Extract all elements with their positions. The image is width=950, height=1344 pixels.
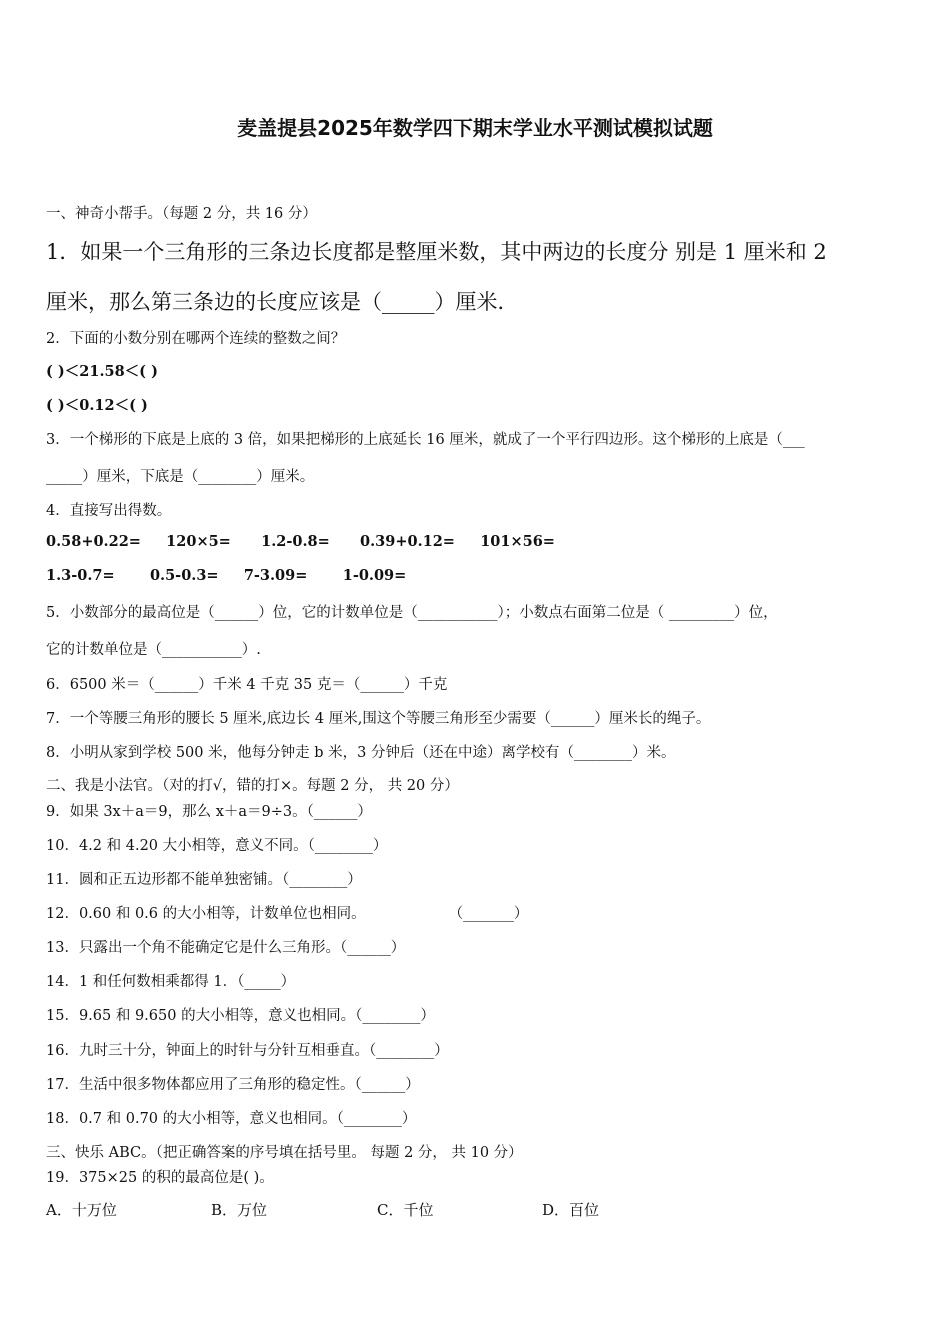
question-5-line-1: 5．小数部分的最高位是（______）位，它的计数单位是（___________）；小数点右面第二位是（ _________）位， [46, 605, 778, 621]
question-7: 7．一个等腰三角形的腰长 5 厘米,底边长 4 厘米,围这个等腰三角形至少需要（______）厘米长的绳子。 [46, 711, 711, 727]
question-18: 18．0.7 和 0.70 的大小相等，意义也相同。（________） [46, 1111, 417, 1127]
question-4: 4．直接写出得数。 [46, 503, 172, 519]
question-17: 17．生活中很多物体都应用了三角形的稳定性。（______） [46, 1077, 420, 1093]
question-11: 11．圆和正五边形都不能单独密铺。（________） [46, 872, 362, 888]
question-6: 6．6500 米＝（______）千米 4 千克 35 克＝（______）千克 [46, 677, 448, 693]
question-4-row-2: 1.3-0.7= 0.5-0.3= 7-3.09= 1-0.09= [46, 567, 407, 584]
question-2: 2．下面的小数分别在哪两个连续的整数之间？ [46, 331, 346, 347]
question-3-line-1: 3．一个梯形的下底是上底的 3 倍，如果把梯形的上底延长 16 厘米，就成了一个平行四边形。这个梯形的上底是（___ [46, 432, 805, 448]
question-19-option-a: A．十万位 [46, 1201, 117, 1219]
question-2-item-b: ( )＜0.12＜( ) [46, 397, 148, 414]
question-1-line-1: 1．如果一个三角形的三条边长度都是整厘米数，其中两边的长度分 别是 1 厘米和 2 [46, 240, 827, 264]
question-12: 12．0.60 和 0.6 的大小相等，计数单位也相同。 （_______） [46, 906, 529, 922]
question-8: 8．小明从家到学校 500 米，他每分钟走 b 米，3 分钟后（还在中途）离学校有（________）米。 [46, 745, 676, 761]
question-19-option-b: B．万位 [211, 1201, 268, 1219]
page-title: 麦盖提县2025年数学四下期末学业水平测试模拟试题 [237, 116, 713, 140]
section-1-heading: 一、神奇小帮手。（每题 2 分，共 16 分） [46, 206, 317, 222]
section-2-heading: 二、我是小法官。（对的打√，错的打×。每题 2 分， 共 20 分） [46, 778, 459, 794]
question-15: 15．9.65 和 9.650 的大小相等，意义也相同。（________） [46, 1008, 435, 1024]
section-3-heading: 三、快乐 ABC。（把正确答案的序号填在括号里。 每题 2 分， 共 10 分） [46, 1145, 523, 1161]
question-1-line-2: 厘米，那么第三条边的长度应该是（_____）厘米． [46, 290, 519, 314]
question-9: 9．如果 3x＋a＝9，那么 x＋a＝9÷3。（______） [46, 804, 372, 820]
question-4-row-1: 0.58+0.22= 120×5= 1.2-0.8= 0.39+0.12= 101×56= [46, 533, 555, 550]
question-14: 14．1 和任何数相乘都得 1．（_____） [46, 974, 296, 990]
question-2-item-a: ( )＜21.58＜( ) [46, 363, 158, 380]
question-13: 13．只露出一个角不能确定它是什么三角形。（______） [46, 940, 406, 956]
question-3-line-2: _____）厘米，下底是（________）厘米。 [46, 469, 315, 485]
question-19: 19．375×25 的积的最高位是( )。 [46, 1170, 274, 1186]
question-16: 16．九时三十分，钟面上的时针与分针互相垂直。（________） [46, 1043, 449, 1059]
question-19-option-c: C．千位 [377, 1201, 434, 1219]
question-10: 10．4.2 和 4.20 大小相等，意义不同。（________） [46, 838, 388, 854]
question-19-option-d: D．百位 [542, 1201, 600, 1219]
question-5-line-2: 它的计数单位是（___________）. [46, 642, 261, 658]
